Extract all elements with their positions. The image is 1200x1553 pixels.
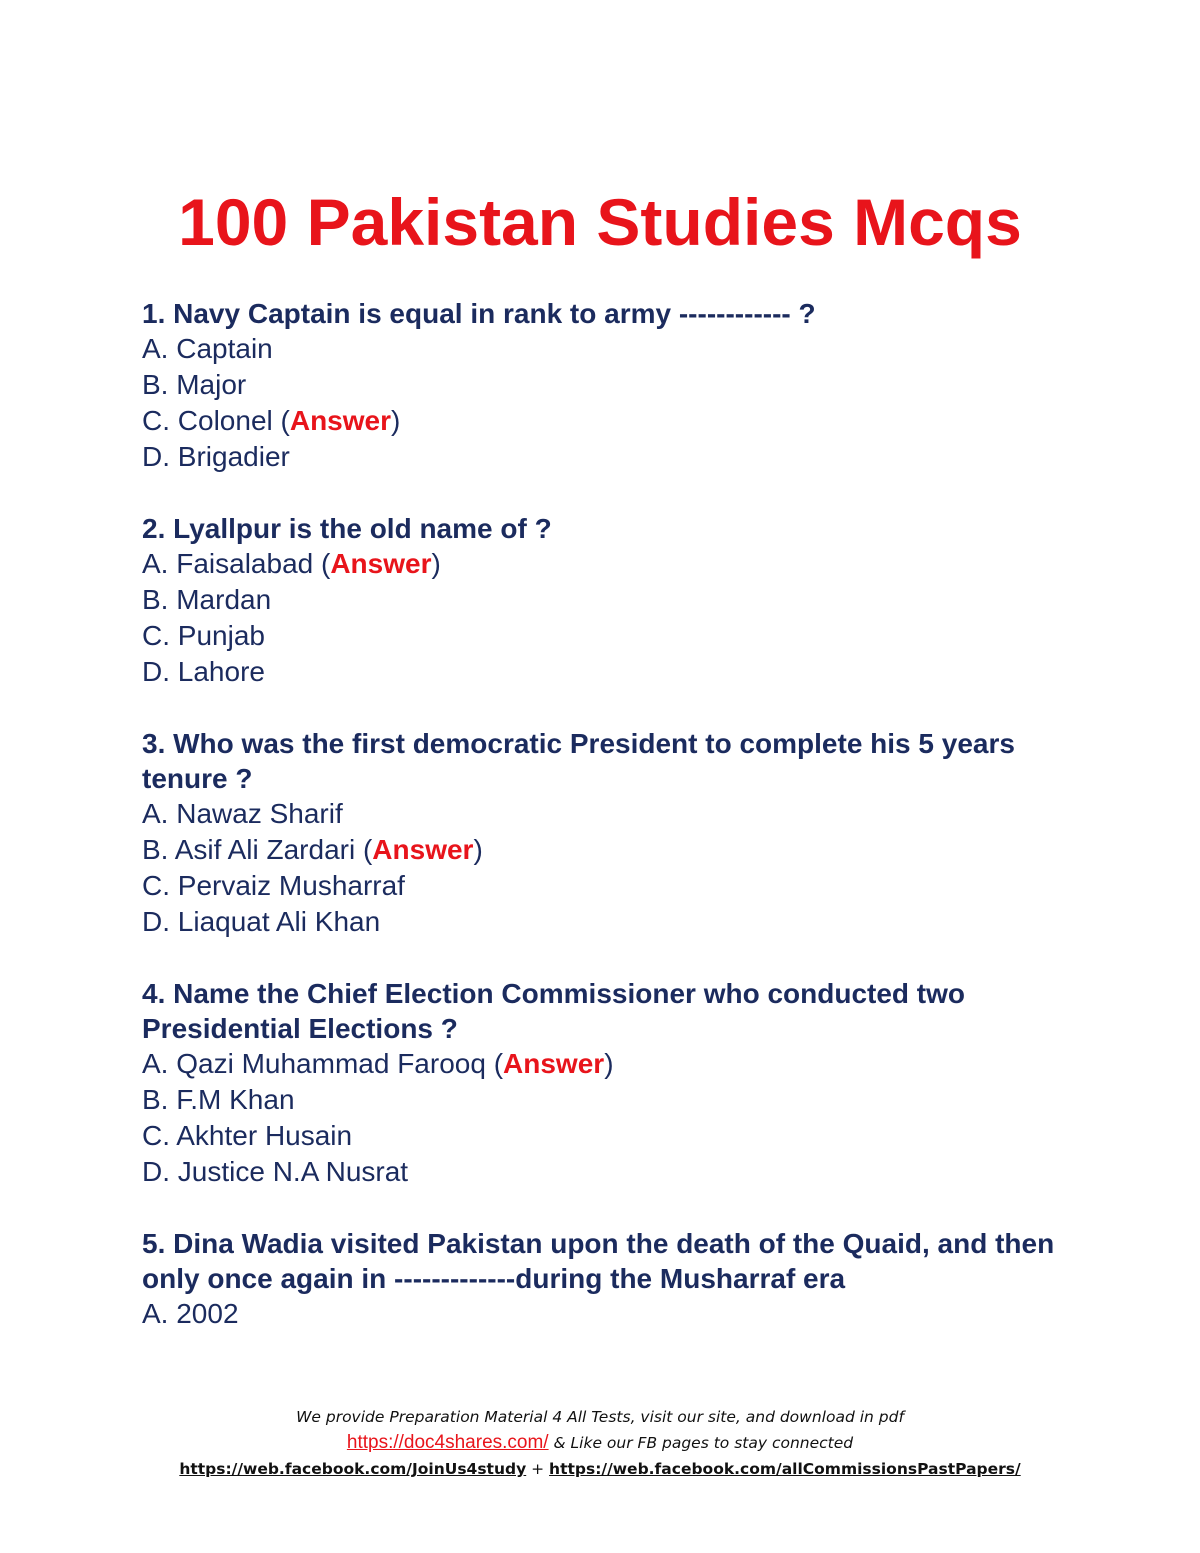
mcq-item — [142, 976, 1062, 1190]
page-title: 100 Pakistan Studies Mcqs — [178, 185, 1022, 259]
answer-marker: Answer — [372, 834, 474, 865]
mcq-item — [142, 1226, 1062, 1332]
option-a: A. Faisalabad (Answer) — [142, 548, 441, 579]
question-text: 2. Lyallpur is the old name of ? — [142, 513, 552, 544]
footer-fb-links — [0, 1456, 1200, 1482]
mcq-item — [142, 726, 1062, 940]
question-text: 4. Name the Chief Election Commissioner who conducted two Presidential Elections ? — [142, 978, 966, 1044]
site-link[interactable]: https://doc4shares.com/ — [346, 1432, 549, 1453]
page-footer — [0, 1404, 1200, 1482]
option-b: B. F.M Khan — [142, 1084, 295, 1115]
option-c: C. Akhter Husain — [142, 1120, 353, 1151]
option-c: C. Pervaiz Musharraf — [142, 870, 405, 901]
facebook-link-joinus4study[interactable]: https://web.facebook.com/JoinUs4study — [179, 1460, 527, 1478]
option-a: A. 2002 — [142, 1298, 239, 1329]
footer-tagline: We provide Preparation Material 4 All Tests, visit our site, and download in pdf — [296, 1408, 904, 1426]
answer-marker: Answer — [289, 405, 391, 436]
option-c: C. Punjab — [142, 620, 265, 651]
option-c: C. Colonel (Answer) — [142, 405, 401, 436]
option-d: D. Lahore — [142, 656, 265, 687]
mcq-list — [142, 296, 1062, 1368]
facebook-link-allcommissions[interactable]: https://web.facebook.com/allCommissionsPastPapers/ — [549, 1460, 1021, 1478]
option-d: D. Brigadier — [142, 441, 290, 472]
question-text: 3. Who was the first democratic President to complete his 5 years tenure ? — [142, 728, 1015, 794]
question-text: 5. Dina Wadia visited Pakistan upon the death of the Quaid, and then only once again in -------------during the Musharraf era — [142, 1228, 1055, 1294]
footer-site-line — [0, 1430, 1200, 1456]
option-d: D. Justice N.A Nusrat — [142, 1156, 409, 1187]
mcq-item — [142, 296, 1062, 475]
option-a: A. Captain — [142, 333, 273, 364]
footer-fb-note: & Like our FB pages to stay connected — [548, 1434, 854, 1452]
answer-marker: Answer — [503, 1048, 605, 1079]
option-d: D. Liaquat Ali Khan — [142, 906, 381, 937]
option-b: B. Major — [142, 369, 247, 400]
link-separator: + — [526, 1460, 550, 1478]
option-b: B. Mardan — [142, 584, 272, 615]
answer-marker: Answer — [330, 548, 432, 579]
mcq-item — [142, 511, 1062, 690]
option-b: B. Asif Ali Zardari (Answer) — [142, 834, 483, 865]
question-text: 1. Navy Captain is equal in rank to army ------------ ? — [142, 298, 816, 329]
option-a: A. Nawaz Sharif — [142, 798, 343, 829]
option-a: A. Qazi Muhammad Farooq (Answer) — [142, 1048, 614, 1079]
